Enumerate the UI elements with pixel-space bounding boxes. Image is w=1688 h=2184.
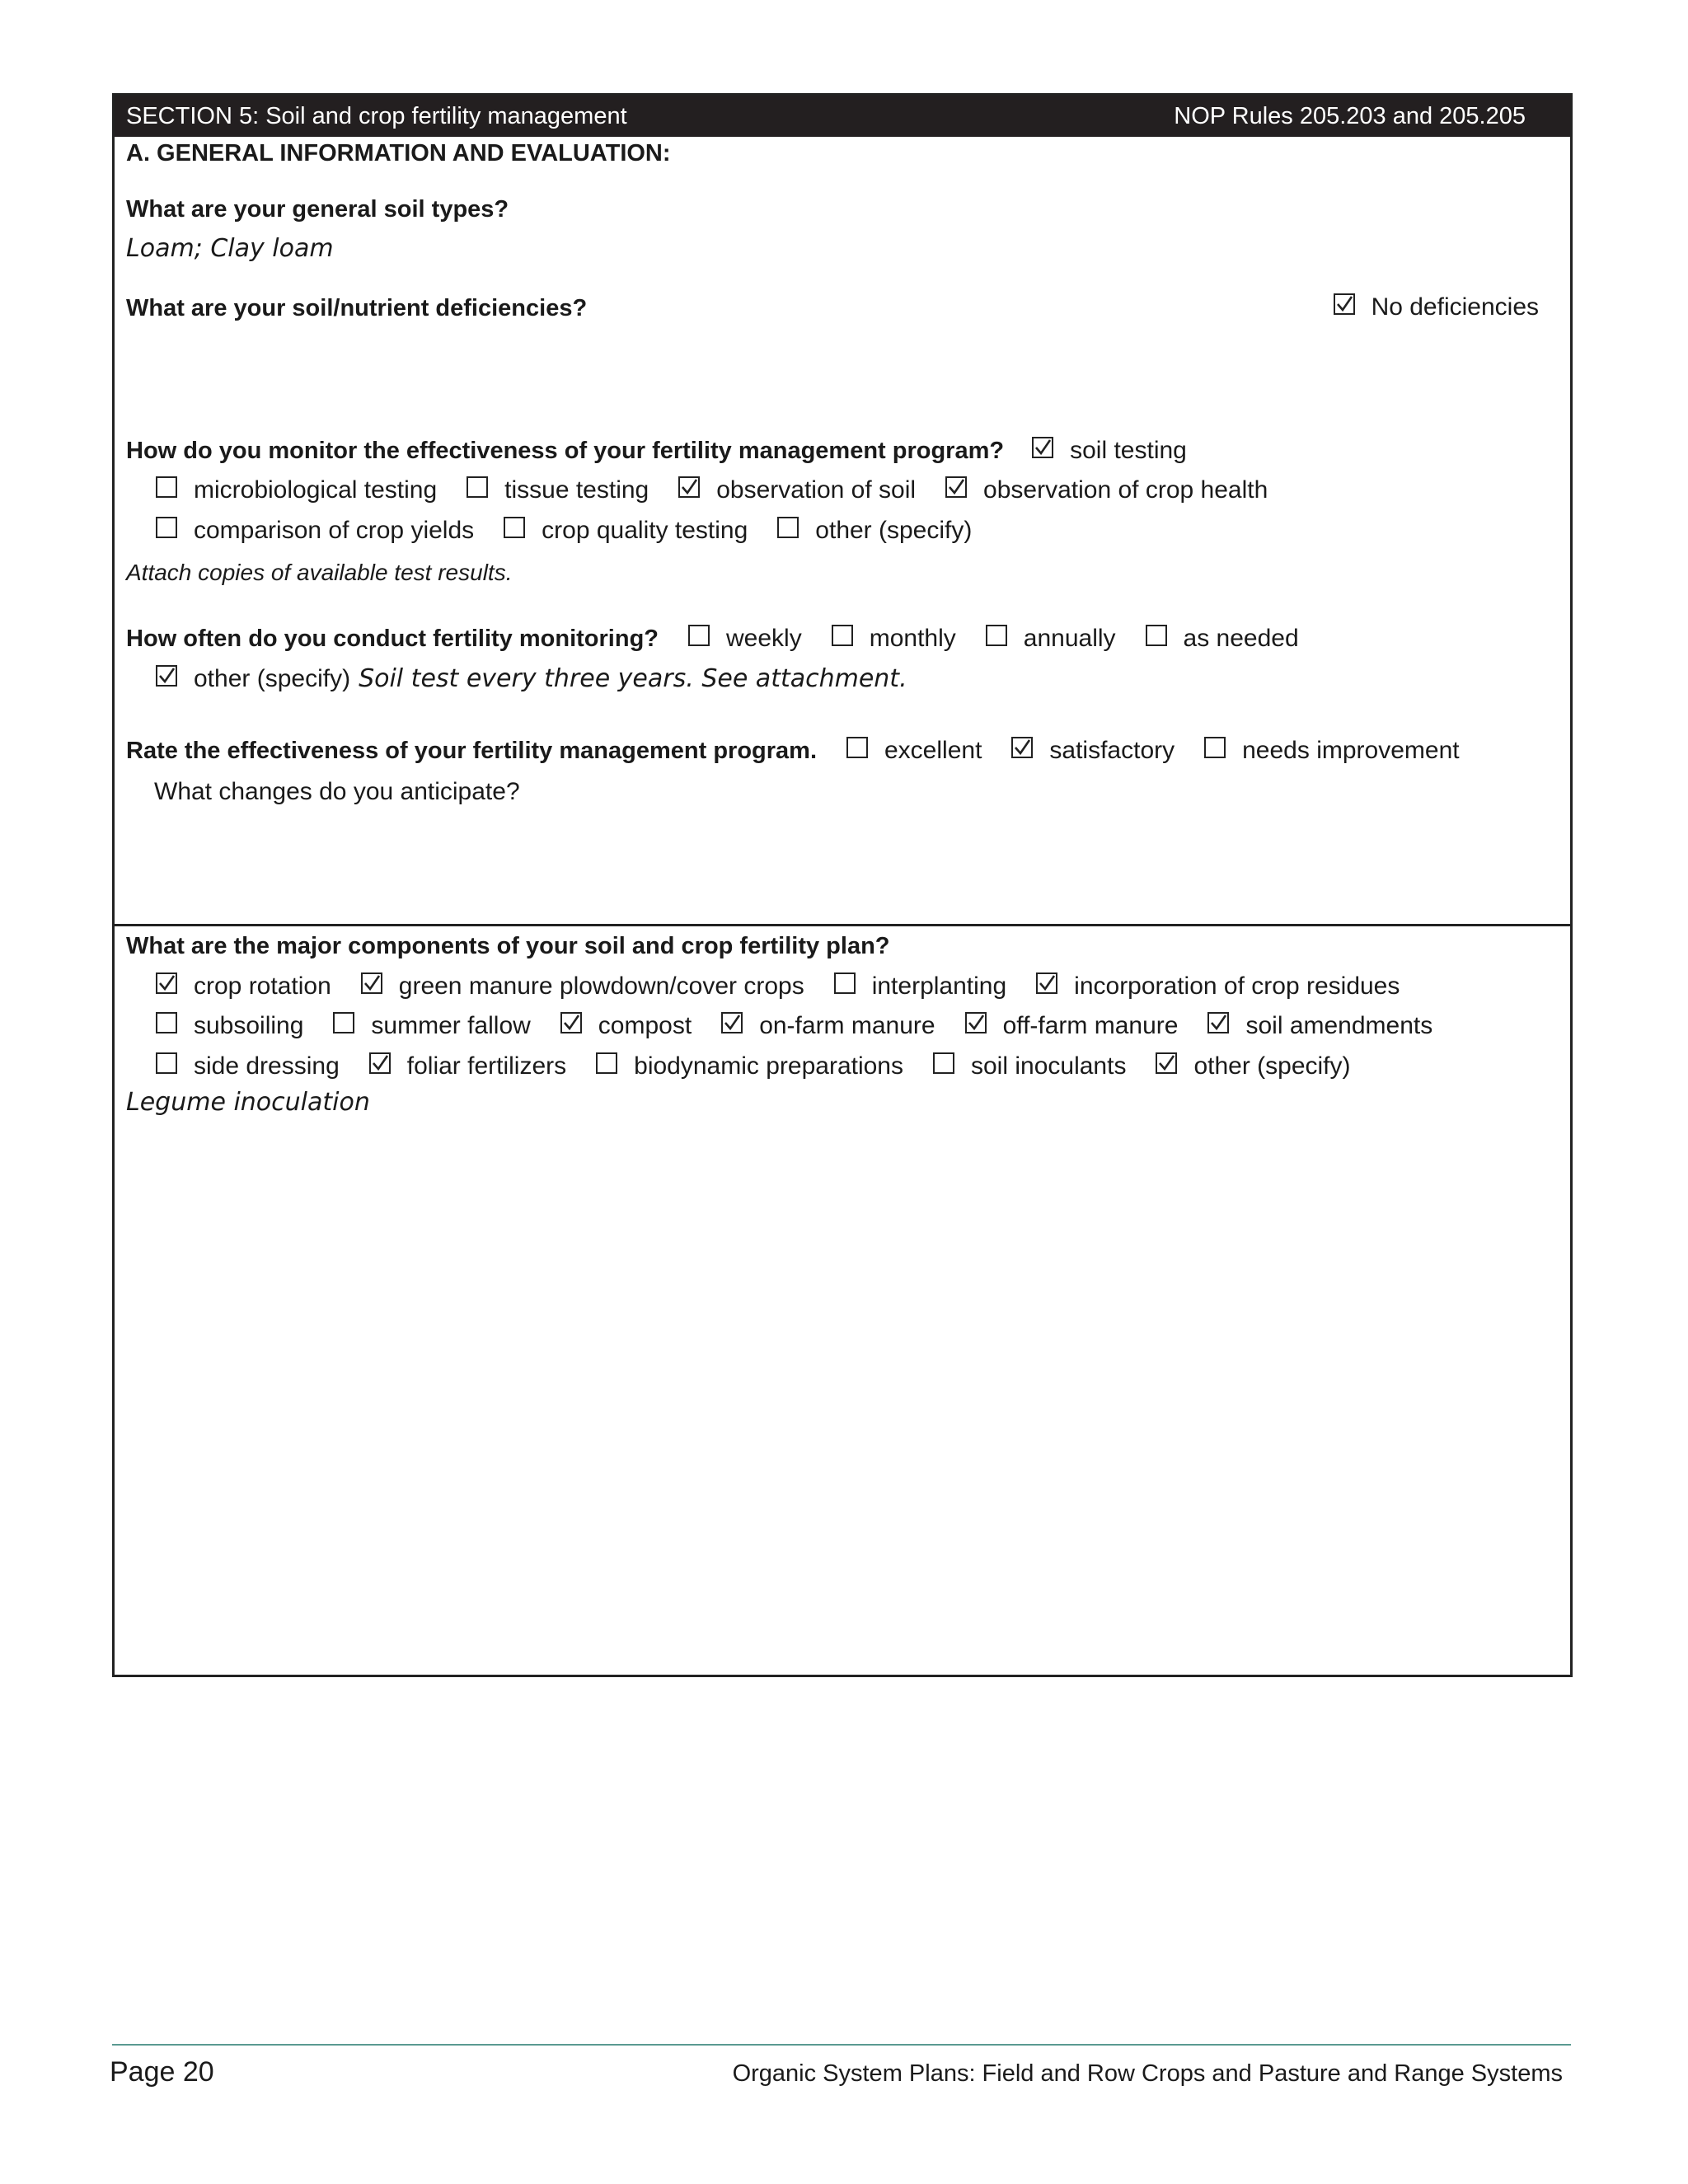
checkbox[interactable] (1036, 972, 1057, 994)
checkbox[interactable] (688, 625, 710, 646)
option-label: excellent (884, 737, 982, 764)
option-label: weekly (726, 625, 802, 652)
option-label: microbiological testing (194, 476, 438, 504)
option-label: needs improvement (1242, 737, 1460, 764)
checkbox-option[interactable] (1146, 625, 1299, 653)
components-question: What are the major components of your soil and crop fertility plan? (126, 933, 890, 959)
option-label: on-farm manure (759, 1012, 935, 1039)
frequency-other-answer[interactable]: Soil test every three years. See attachment. (359, 664, 907, 693)
checkbox[interactable] (846, 737, 868, 758)
checkbox[interactable] (1156, 1052, 1177, 1074)
fertility-form (112, 93, 1573, 1677)
option-label: observation of crop health (983, 476, 1268, 504)
components-row-3 (156, 1052, 1381, 1080)
checkbox[interactable] (1207, 1012, 1229, 1033)
checkbox-option[interactable] (156, 517, 474, 545)
checkbox-option[interactable] (1156, 1052, 1350, 1080)
option-label: soil amendments (1245, 1012, 1433, 1039)
checkbox[interactable] (156, 972, 177, 994)
checkbox-option[interactable] (369, 1052, 566, 1080)
checkbox-option[interactable] (1207, 1012, 1432, 1040)
checkbox-option[interactable] (834, 972, 1006, 1001)
page-number: Page 20 (110, 2056, 214, 2088)
option-label: satisfactory (1049, 737, 1175, 764)
section-header-bar (115, 96, 1570, 137)
checkbox[interactable] (721, 1012, 743, 1033)
option-label: foliar fertilizers (406, 1052, 567, 1080)
checkbox[interactable] (156, 517, 177, 538)
checkbox[interactable] (156, 1012, 177, 1033)
checkbox[interactable] (834, 972, 856, 994)
option-label: crop rotation (194, 972, 331, 1000)
checkbox[interactable] (1204, 737, 1226, 758)
option-label: comparison of crop yields (194, 517, 475, 544)
option-label: biodynamic preparations (634, 1052, 903, 1080)
checkbox-option[interactable] (688, 625, 802, 653)
checkbox[interactable] (965, 1012, 987, 1033)
footer-rule (112, 2044, 1571, 2046)
rate-question: Rate the effectiveness of your fertility management program. (126, 737, 817, 764)
components-row-2 (156, 1012, 1462, 1040)
option-label: observation of soil (716, 476, 917, 504)
option-label: soil inoculants (971, 1052, 1127, 1080)
option-label: off-farm manure (1002, 1012, 1179, 1039)
checkbox-option[interactable] (846, 737, 982, 765)
option-label: crop quality testing (542, 517, 748, 544)
checkbox[interactable] (560, 1012, 582, 1033)
option-label: green manure plowdown/cover crops (398, 972, 804, 1000)
checkbox[interactable] (369, 1052, 391, 1074)
checkbox-option[interactable] (965, 1012, 1179, 1040)
checkbox[interactable] (156, 1052, 177, 1074)
option-label: subsoiling (194, 1012, 304, 1039)
option-label: soil testing (1070, 437, 1187, 464)
general-information-panel (115, 137, 1570, 926)
monitor-options-row-1 (156, 476, 1297, 504)
rate-options (846, 737, 1489, 765)
option-label: No deficiencies (1371, 293, 1539, 321)
frequency-other-option[interactable] (156, 665, 350, 693)
option-label: compost (598, 1012, 692, 1039)
checkbox[interactable] (596, 1052, 617, 1074)
option-label: other (specify) (815, 517, 973, 544)
checkbox[interactable] (156, 665, 177, 687)
option-label: side dressing (194, 1052, 340, 1080)
option-label: other (specify) (1193, 1052, 1351, 1080)
components-other-answer[interactable]: Legume inoculation (126, 1088, 370, 1117)
checkbox-option[interactable] (933, 1052, 1126, 1080)
checkbox[interactable] (504, 517, 525, 538)
checkbox-option[interactable] (721, 1012, 935, 1040)
monitor-question-row (126, 437, 1217, 465)
soil-types-question: What are your general soil types? (126, 196, 509, 223)
checkbox-option[interactable] (678, 476, 916, 504)
checkbox-option[interactable] (945, 476, 1268, 504)
checkbox-option[interactable] (832, 625, 956, 653)
soil-types-answer[interactable]: Loam; Clay loam (126, 234, 334, 263)
frequency-question: How often do you conduct fertility monitoring? (126, 625, 659, 652)
checkbox-option[interactable] (1011, 737, 1175, 765)
checkbox-option[interactable] (156, 972, 331, 1001)
checkbox-option[interactable] (361, 972, 804, 1001)
general-heading: A. GENERAL INFORMATION AND EVALUATION: (126, 140, 671, 166)
checkbox-option[interactable] (560, 1012, 692, 1040)
checkbox-option[interactable] (156, 1052, 340, 1080)
checkbox-option[interactable] (596, 1052, 903, 1080)
frequency-options (688, 625, 1329, 653)
checkbox[interactable] (1334, 293, 1355, 315)
section-title: SECTION 5: Soil and crop fertility management (126, 102, 627, 129)
option-label: other (specify) (194, 664, 351, 692)
deficiencies-question: What are your soil/nutrient deficiencies? (126, 295, 588, 321)
option-label: tissue testing (504, 476, 649, 504)
checkbox[interactable] (333, 1012, 354, 1033)
option-label: annually (1023, 625, 1116, 652)
monitor-question: How do you monitor the effectiveness of your fertility management program? (126, 437, 1005, 464)
checkbox[interactable] (933, 1052, 954, 1074)
frequency-question-row (126, 625, 1329, 653)
checkbox[interactable] (678, 476, 700, 498)
option-label: incorporation of crop residues (1074, 972, 1400, 1000)
checkbox-option[interactable] (1204, 737, 1459, 765)
checkbox[interactable] (986, 625, 1007, 646)
attach-note: Attach copies of available test results. (126, 560, 513, 585)
option-label: interplanting (871, 972, 1007, 1000)
no-deficiencies-option[interactable] (1334, 293, 1539, 321)
document-title: Organic System Plans: Field and Row Crops and Pasture and Range Systems (732, 2060, 1563, 2087)
checkbox[interactable] (777, 517, 799, 538)
option-label: as needed (1183, 625, 1299, 652)
checkbox-option[interactable] (986, 625, 1116, 653)
checkbox-option[interactable] (1036, 972, 1400, 1001)
checkbox[interactable] (832, 625, 853, 646)
checkbox-option[interactable] (156, 476, 437, 504)
checkbox[interactable] (361, 972, 382, 994)
option-soil-testing[interactable] (1032, 437, 1187, 465)
option-label: summer fallow (371, 1012, 531, 1039)
checkbox[interactable] (945, 476, 967, 498)
checkbox-option[interactable] (467, 476, 649, 504)
frequency-other-row (156, 664, 907, 693)
checkbox[interactable] (156, 476, 177, 498)
rate-question-row (126, 737, 1489, 765)
checkbox-option[interactable] (333, 1012, 530, 1040)
checkbox-option[interactable] (156, 1012, 303, 1040)
checkbox-option[interactable] (777, 517, 972, 545)
components-row-1 (156, 972, 1429, 1001)
checkbox[interactable] (467, 476, 488, 498)
monitor-options-row-2 (156, 517, 1001, 545)
checkbox[interactable] (1146, 625, 1167, 646)
checkbox-option[interactable] (504, 517, 748, 545)
checkbox[interactable] (1032, 437, 1053, 458)
nop-rules-ref: NOP Rules 205.203 and 205.205 (1174, 102, 1526, 129)
changes-question: What changes do you anticipate? (154, 778, 520, 805)
option-label: monthly (869, 625, 956, 652)
checkbox[interactable] (1011, 737, 1033, 758)
